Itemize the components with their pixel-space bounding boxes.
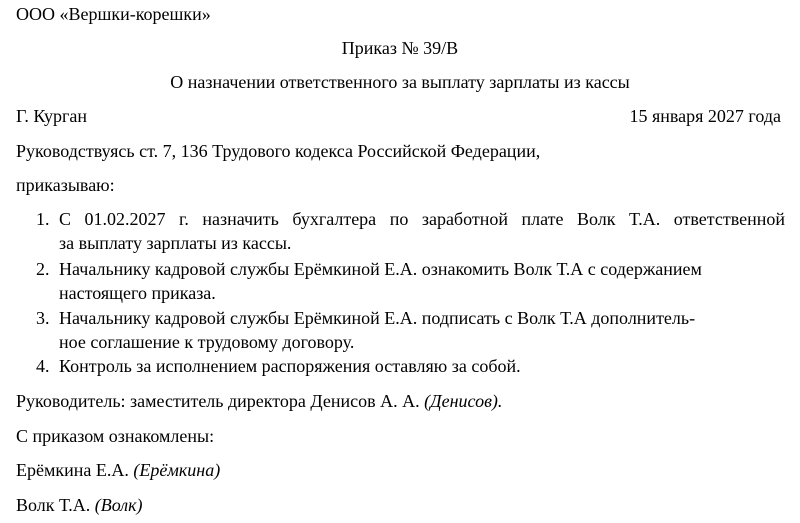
order-word: приказываю:	[16, 175, 115, 195]
city: Г. Курган	[16, 106, 88, 126]
signer-signature: (Волк)	[94, 495, 143, 515]
company-name: ООО «Вершки-корешки»	[16, 4, 211, 24]
signer-signature: (Ерёмкина)	[133, 460, 221, 480]
signer-row	[16, 493, 143, 517]
list-item-number: 4.	[36, 356, 50, 376]
order-date: 15 января 2027 года	[629, 106, 781, 126]
list-item-text: за выплату зарплаты из кассы.	[59, 233, 292, 253]
list-item-text: настоящего приказа.	[59, 283, 216, 303]
list-item-text: ное соглашение к трудовому договору.	[59, 332, 355, 352]
head-signature: (Денисов).	[424, 391, 503, 411]
signer-row	[16, 458, 220, 482]
head-label: Руководитель: заместитель директора Денисов А. А.	[16, 391, 420, 411]
order-title: Приказ № 39/В	[341, 38, 459, 58]
preamble: Руководствуясь ст. 7, 136 Трудового кодекса Российской Федерации,	[16, 141, 541, 161]
list-item-text: Начальнику кадровой службы Ерёмкиной Е.А. подписать с Волк Т.А дополнитель-	[59, 308, 696, 328]
list-item-number: 2.	[36, 259, 50, 279]
list-item-text: Начальнику кадровой службы Ерёмкиной Е.А. ознакомить Волк Т.А с содержанием	[59, 259, 702, 279]
acquainted-label: С приказом ознакомлены:	[16, 426, 215, 446]
order-subject: О назначении ответственного за выплату зарплаты из кассы	[170, 72, 630, 92]
signer-name: Волк Т.А.	[16, 495, 91, 515]
signer-name: Ерёмкина Е.А.	[16, 460, 129, 480]
head-signature-line	[16, 389, 502, 413]
list-item-number: 3.	[36, 308, 50, 328]
list-item-text: С 01.02.2027 г. назначить бухгалтера по заработной плате Волк Т.А. ответственной	[59, 209, 785, 229]
list-item-number: 1.	[36, 209, 50, 229]
list-item-text: Контроль за исполнением распоряжения оставляю за собой.	[59, 356, 521, 376]
